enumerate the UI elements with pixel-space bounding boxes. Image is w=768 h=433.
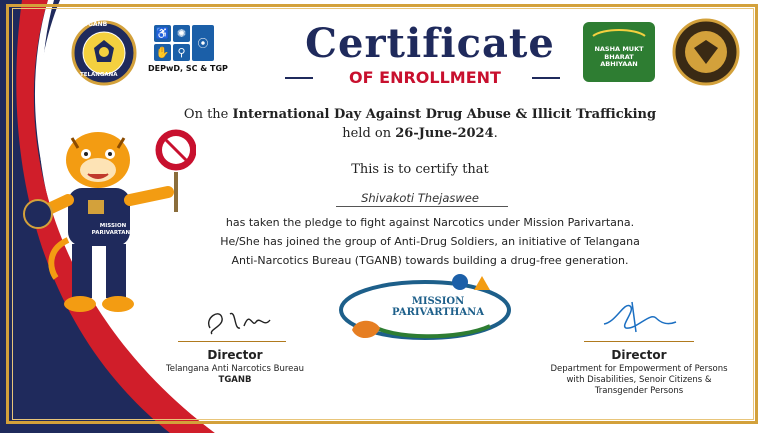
nasha-mukt-line-2: BHARAT xyxy=(604,52,634,61)
wheelchair-icon: ♿ xyxy=(154,25,171,42)
nasha-mukt-line-3: ABHIYAAN xyxy=(600,60,638,68)
recipient-name-rule xyxy=(336,206,508,207)
left-signature xyxy=(200,300,280,340)
right-signature-rule xyxy=(584,341,694,342)
held-prefix: held on xyxy=(342,126,396,141)
subtitle-rule-left xyxy=(285,77,313,79)
mission-parivartana-seal xyxy=(668,18,744,86)
certificate-subtitle: OF ENROLLMENT xyxy=(349,68,501,87)
left-director-org xyxy=(130,364,340,386)
right-director-title: Director xyxy=(611,348,667,362)
subtitle-rule-right xyxy=(532,77,560,79)
anb-seal-top-text: TGANB xyxy=(84,21,108,28)
brain-icon: ✺ xyxy=(173,25,190,42)
mascot-shirt-text xyxy=(90,223,136,237)
mascot-shirt-line-1: MISSION xyxy=(99,223,127,229)
certificate-title: Certificate xyxy=(305,20,555,67)
mission-parivarthana-text xyxy=(388,296,488,318)
mission-parivarthana-line-2: PARIVARTHANA xyxy=(392,307,484,318)
body-line-2: He/She has joined the group of Anti-Drug Soldiers, an initiative of Telangana xyxy=(220,235,640,248)
right-director-org-line-1: Department for Empowerment of Persons xyxy=(550,364,728,374)
event-line xyxy=(140,107,700,122)
right-director-org-line-3: Transgender Persons xyxy=(594,386,684,396)
anb-seal-bottom-text: TELANGANA xyxy=(80,72,118,78)
nasha-mukt-text xyxy=(588,46,650,69)
recipient-name: Shivakoti Thejaswee xyxy=(361,191,479,205)
body-line-1: has taken the pledge to fight against Narcotics under Mission Parivartana. xyxy=(225,216,635,229)
blind-walking-icon: ⚲ xyxy=(173,44,190,61)
sign-language-icon: ✋ xyxy=(154,44,171,61)
right-signature xyxy=(596,292,682,338)
mission-parivarthana-line-1: MISSION xyxy=(411,296,465,307)
left-director-org-line-2: TGANB xyxy=(218,375,252,385)
right-director-org-line-2: with Disabilities, Senoir Citizens & xyxy=(566,375,712,385)
left-director-title: Director xyxy=(207,348,263,362)
held-suffix: . xyxy=(493,126,498,141)
certify-line: This is to certify that xyxy=(351,162,489,177)
nasha-mukt-line-1: NASHA MUKT xyxy=(594,45,644,53)
event-name: International Day Against Drug Abuse & Illicit Trafficking xyxy=(232,107,657,122)
held-date: 26-June-2024 xyxy=(395,126,494,141)
mascot-shirt-line-2: PARIVARTANA xyxy=(91,230,135,236)
hearing-icon: ⦿ xyxy=(192,25,214,61)
event-prefix: On the xyxy=(183,107,233,122)
right-director-org xyxy=(524,364,754,397)
left-director-org-line-1: Telangana Anti Narcotics Bureau xyxy=(165,364,305,374)
left-signature-rule xyxy=(178,341,286,342)
depwd-caption: DEPwD, SC & TGP xyxy=(148,64,228,73)
body-line-3: Anti-Narcotics Bureau (TGANB) towards building a drug-free generation. xyxy=(231,254,629,267)
held-line xyxy=(140,126,700,141)
